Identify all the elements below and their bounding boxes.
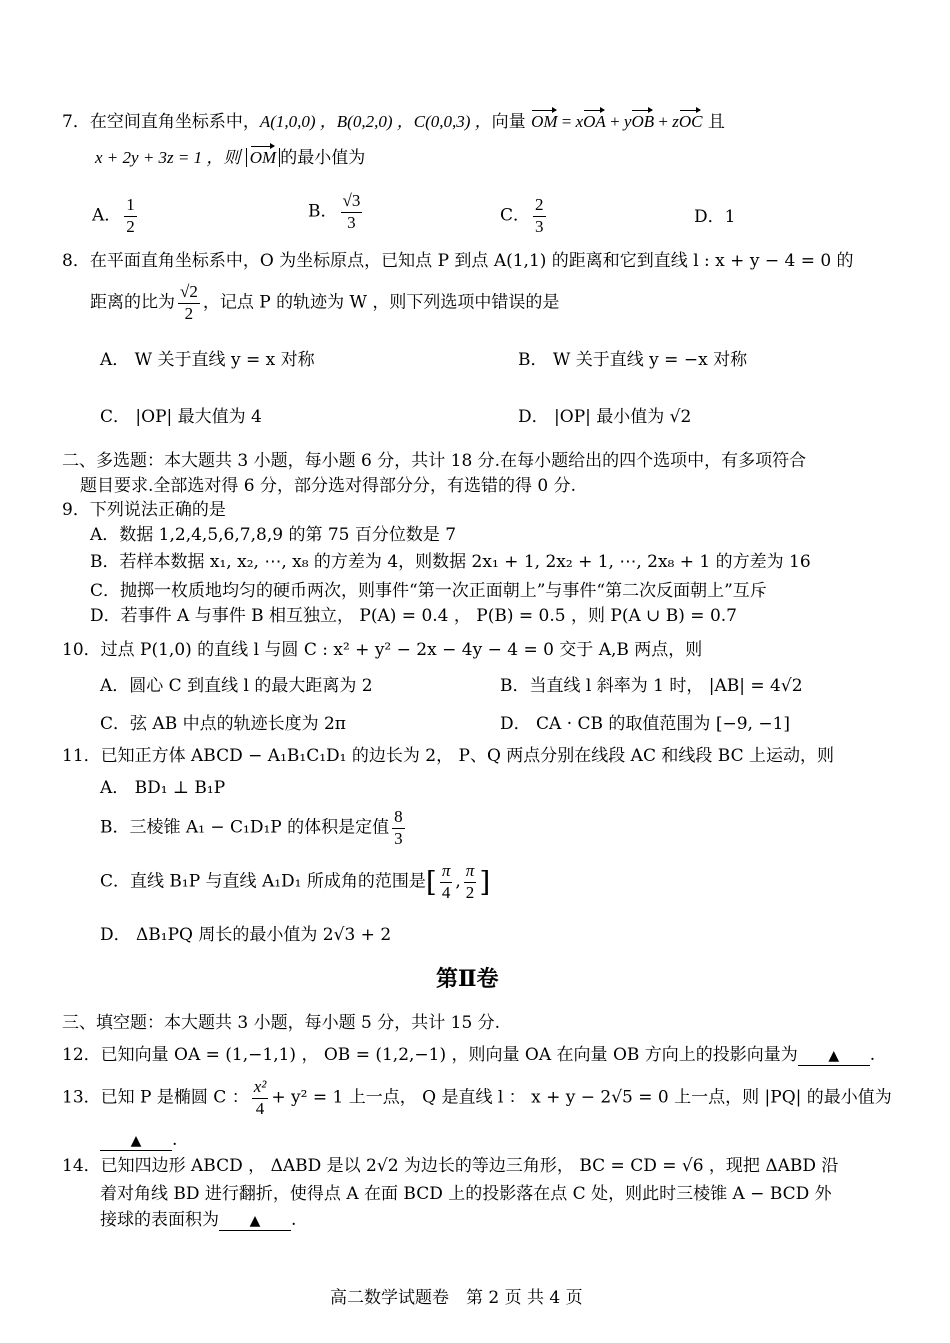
q13-line: 13．已知 P 是椭圆 C ： $\frac{\text{x²}}{4}$ + y² = 1 上一点， Q 是直线 l ： x + y − 2√5 = 0 上一点，则 |PQ| 的最小值为 [62, 1077, 892, 1118]
q10-option-d: D． CA · CB 的取值范围为 [−9, −1] [500, 714, 791, 734]
part-2-title: 第Ⅱ卷 [436, 966, 499, 992]
q8-line2: 距离的比为 $\frac{√2}{2}$ ，记点 P 的轨迹为 W ，则下列选项中错误的是 [90, 282, 560, 323]
q10-option-a: A．圆心 C 到直线 l 的最大距离为 2 [100, 676, 373, 696]
q11-stem: 11．已知正方体 ABCD − A₁B₁C₁D₁ 的边长为 2， P、Q 两点分别在线段 AC 和线段 BC 上运动，则 [62, 746, 834, 766]
q13-answer: ▲ . [100, 1130, 177, 1151]
q11-option-a: A． BD₁ ⊥ B₁P [100, 778, 226, 798]
section-2-header: 二、多选题：本大题共 3 小题，每小题 6 分，共计 18 分.在每小题给出的四个选项中，有多项符合 [62, 451, 807, 471]
q14-blank[interactable]: ▲ [219, 1213, 291, 1231]
q12-line: 12．已知向量 OA = (1,−1,1) ， OB = (1,2,−1) ，则向量 OA 在向量 OB 方向上的投影向量为 ▲ . [62, 1045, 876, 1065]
q10-stem: 10．过点 P(1,0) 的直线 l 与圆 C : x² + y² − 2x − 4y − 4 = 0 交于 A,B 两点，则 [62, 640, 703, 660]
q7-option-b: B． $\frac{√3}{3}$ [308, 191, 361, 232]
q8-option-a: A． W 关于直线 y = x 对称 [100, 350, 315, 370]
q7-line2: x + 2y + 3z = 1 ，则 OM 的最小值为 [95, 148, 366, 168]
section-2-header-line2: 题目要求.全部选对得 6 分，部分选对得部分分，有选错的得 0 分. [80, 476, 577, 496]
q13-blank[interactable]: ▲ [100, 1133, 172, 1151]
q10-option-b: B．当直线 l 斜率为 1 时， |AB| = 4√2 [500, 676, 803, 696]
section-3-header: 三、填空题：本大题共 3 小题，每小题 5 分，共计 15 分. [62, 1013, 501, 1033]
q11-option-d: D． ΔB₁PQ 周长的最小值为 2√3 + 2 [100, 925, 392, 945]
q7-option-a: A． $\frac{1}{2}$ [92, 195, 135, 236]
q14-line3: 接球的表面积为 ▲ . [100, 1210, 297, 1230]
page-footer: 高二数学试题卷 第 2 页 共 4 页 [330, 1288, 583, 1308]
q7-line1: 7．在空间直角坐标系中，A(1,0,0) ，B(0,2,0) ，C(0,0,3) ，向量 OM = xOA + yOB + zOC 且 [62, 112, 725, 132]
q9-option-c: C．抛掷一枚质地均匀的硬币两次，则事件“第一次正面朝上”与事件“第二次反面朝上”互斥 [90, 581, 767, 601]
q10-option-c: C．弦 AB 中点的轨迹长度为 2π [100, 714, 346, 734]
q9-option-b: B．若样本数据 x₁, x₂, ⋯, x₈ 的方差为 4，则数据 2x₁ + 1, 2x₂ + 1, ⋯, 2x₈ + 1 的方差为 16 [90, 552, 811, 572]
q9-stem: 9．下列说法正确的是 [62, 500, 226, 520]
q7-option-c: C． $\frac{2}{3}$ [500, 195, 544, 236]
q12-blank[interactable]: ▲ [798, 1048, 870, 1066]
q8-option-d: D． |OP| 最小值为 √2 [518, 407, 692, 427]
q14-line2: 着对角线 BD 进行翻折，使得点 A 在面 BCD 上的投影落在点 C 处，则此时三棱锥 A − BCD 外 [100, 1184, 832, 1204]
q7-option-d: D．1 [694, 207, 736, 227]
q8-option-c: C． |OP| 最大值为 4 [100, 407, 262, 427]
q8-option-b: B． W 关于直线 y = −x 对称 [518, 350, 748, 370]
q9-option-d: D．若事件 A 与事件 B 相互独立， P(A) = 0.4 ， P(B) = 0.5 ，则 P(A ∪ B) = 0.7 [90, 606, 737, 626]
q14-line1: 14．已知四边形 ABCD ， ΔABD 是以 2√2 为边长的等边三角形， BC = CD = √6 ，现把 ΔABD 沿 [62, 1156, 839, 1176]
q8-line1: 8．在平面直角坐标系中，O 为坐标原点，已知点 P 到点 A(1,1) 的距离和它到直线 l : x + y − 4 = 0 的 [62, 251, 854, 271]
q9-option-a: A．数据 1,2,4,5,6,7,8,9 的第 75 百分位数是 7 [90, 525, 457, 545]
q11-option-b: B．三棱锥 A₁ − C₁D₁P 的体积是定值 $\frac{8}{3}$ [100, 807, 403, 848]
q11-option-c: C．直线 B₁P 与直线 A₁D₁ 所成角的范围是[ $\frac{\pi}{4}$ , $\frac{\pi}{2}$ ] [100, 861, 491, 902]
